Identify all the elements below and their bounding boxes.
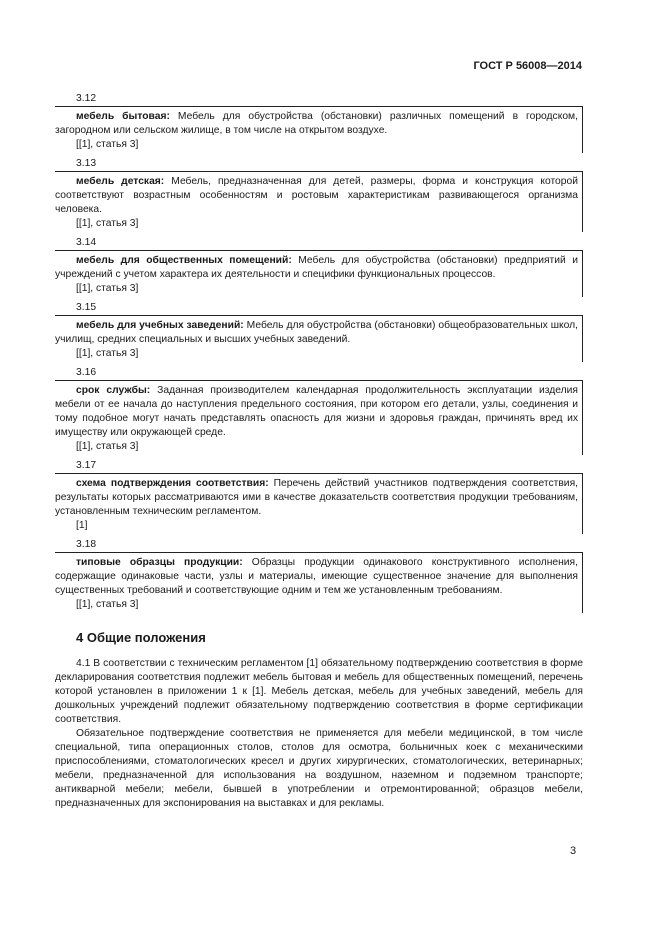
- term-definition: Мебель для обустройства (обстановки) различных помещений в городском, загородном или сельском жилище, в том числе на открытом воздухе.: [55, 111, 578, 136]
- term-name: мебель для учебных заведений:: [76, 320, 244, 331]
- section-paragraph: 4.1 В соответствии с техническим регламентом [1] обязательному подтверждению соответствия в форме декларирования соответствия подлежит мебель бытовая и мебель для общественных помещений, перечень которой установлен в приложении 1 к [1]. Мебель детская, мебель для учебных заведений, мебель для дошкольных учреждений подлежит обязательному подтверждению соответствия в форме сертификации соответствия.: [55, 658, 583, 725]
- term-entry: [55, 473, 583, 534]
- term-number: 3.12: [76, 93, 97, 104]
- section-heading: 4 Общие положения: [76, 630, 206, 645]
- term-definition: Перечень действий участников подтверждения соответствия, результаты которых рассматриваются ими в качестве доказательств соответствия продукции требованиям, установленным техническим регламентом.: [55, 478, 578, 517]
- term-entry: [55, 315, 583, 362]
- term-source: [[1], статья 3]: [76, 283, 139, 294]
- section-paragraph: Обязательное подтверждение соответствия не применяется для мебели медицинской, в том числе специальной, типа операционных столов, столов для осмотра, больничных коек с механическими приспособлениями, стоматологических кресел и других хирургических, стоматологических, ветеринарных; мебели, предназначенной для использования на воздушном, наземном и подземном транспорте; антикварной мебели; мебели, бывшей в употреблении и отремонтированной; образцов мебели, предназначенных для экспонирования на выставках и для рекламы.: [55, 728, 583, 809]
- term-source: [[1], статья 3]: [76, 218, 139, 229]
- term-name: мебель для общественных помещений:: [76, 255, 292, 266]
- term-number: 3.13: [76, 158, 97, 169]
- page-content: [55, 92, 583, 811]
- term-entry: [55, 380, 583, 455]
- term-name: схема подтверждения соответствия:: [76, 478, 269, 489]
- term-definition: Мебель для обустройства (обстановки) общеобразовательных школ, училищ, средних специальных и высших учебных заведений.: [55, 320, 578, 345]
- term-number: 3.14: [76, 237, 97, 248]
- term-source: [[1], статья 3]: [76, 139, 139, 150]
- terms-list: [55, 92, 583, 613]
- term-name: срок службы:: [76, 385, 151, 396]
- term-name: мебель бытовая:: [76, 111, 170, 122]
- term-definition: Мебель, предназначенная для детей, размеры, форма и конструкция которой соответствуют возрастным особенностям и ростовым характеристикам развивающегося организма человека.: [55, 176, 578, 215]
- term-source: [[1], статья 3]: [76, 348, 139, 359]
- term-number: 3.17: [76, 460, 97, 471]
- term-source: [1]: [76, 520, 88, 531]
- term-number: 3.16: [76, 367, 97, 378]
- term-number: 3.18: [76, 539, 97, 550]
- term-definition: Заданная производителем календарная продолжительность эксплуатации изделия мебели от ее начала до наступления предельного состояния, при котором его детали, узлы, соединения и тому подобное могут начать представлять опасность для жизни и здоровья граждан, причинять вред их имуществу или окружающей среде.: [55, 385, 578, 438]
- term-source: [[1], статья 3]: [76, 441, 139, 452]
- term-entry: [55, 171, 583, 232]
- document-id: ГОСТ Р 56008—2014: [473, 60, 582, 72]
- term-entry: [55, 552, 583, 613]
- term-name: мебель детская:: [76, 176, 165, 187]
- term-entry: [55, 250, 583, 297]
- term-definition: Образцы продукции одинакового конструктивного исполнения, содержащие одинаковые части, узлы и материалы, имеющие существенное значение для выполнения существенных требований и соответствующие одним и тем же установленным требованиям.: [55, 557, 578, 596]
- term-entry: [55, 106, 583, 153]
- term-source: [[1], статья 3]: [76, 599, 139, 610]
- term-definition: Мебель для обустройства (обстановки) предприятий и учреждений с учетом характера их деятельности и специфики функциональных процессов.: [55, 255, 578, 280]
- term-number: 3.15: [76, 302, 97, 313]
- page-number: 3: [570, 845, 577, 857]
- term-name: типовые образцы продукции:: [76, 557, 243, 568]
